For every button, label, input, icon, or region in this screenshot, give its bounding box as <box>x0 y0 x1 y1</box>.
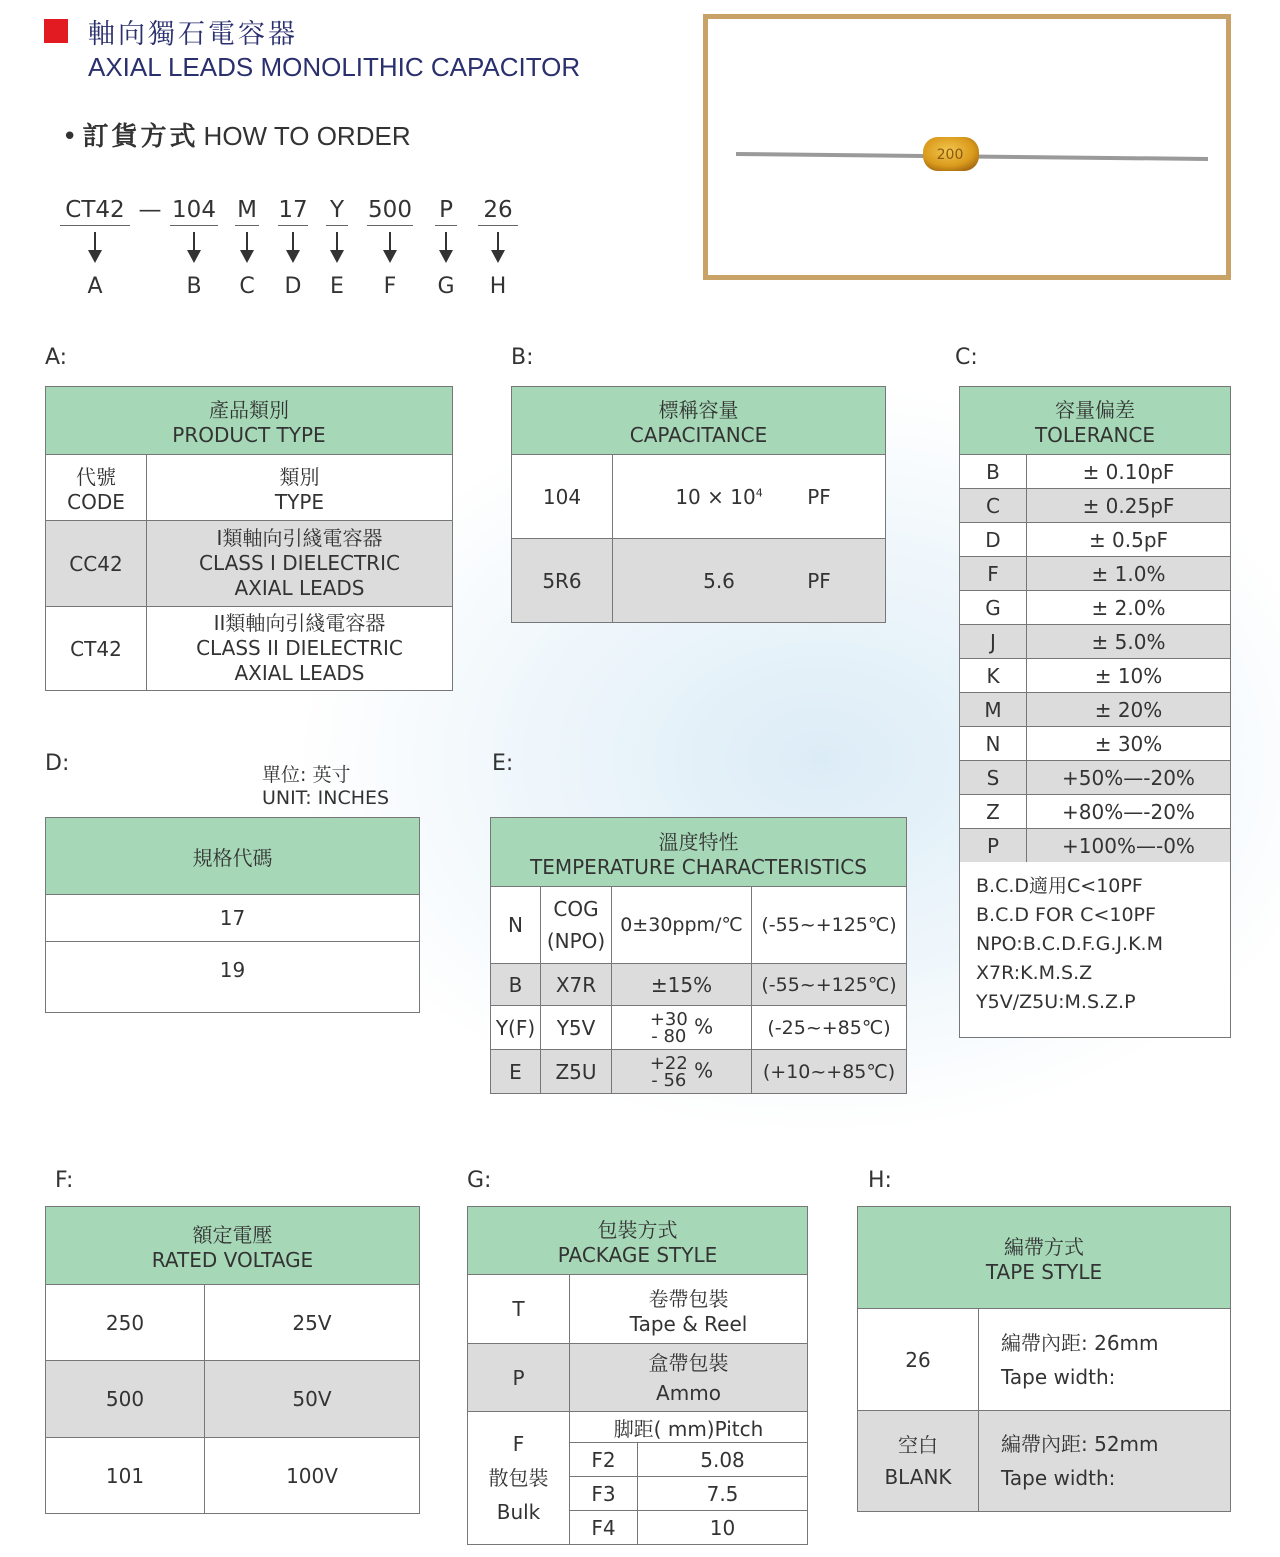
table-row: B X7R ±15% (-55~+125℃) <box>491 964 907 1006</box>
section-label-d: D: <box>45 751 70 776</box>
table-row: Z +80%—-20% <box>960 795 1231 829</box>
rated-voltage-table <box>45 1206 420 1514</box>
section-label-h: H: <box>868 1168 892 1193</box>
order-code-part: 104 <box>170 197 218 226</box>
section-label-f: F: <box>55 1168 74 1193</box>
table-row: 空白 BLANK 編帶內距: 52mm Tape width: <box>858 1411 1231 1512</box>
dimension-code-table <box>45 817 420 1013</box>
how-to-order-heading: • 訂貨方式 HOW TO ORDER <box>62 121 411 152</box>
tolerance-note: B.C.D FOR C<10PF <box>976 904 1156 926</box>
table-row: D ± 0.5pF <box>960 523 1231 557</box>
product-type-table <box>45 386 453 691</box>
down-arrow-icon <box>336 232 338 252</box>
package-style-header: 包裝方式 PACKAGE STYLE <box>468 1207 808 1275</box>
page-title-en: AXIAL LEADS MONOLITHIC CAPACITOR <box>88 52 581 82</box>
arrowhead-icon <box>88 250 102 263</box>
arrowhead-icon <box>491 250 505 263</box>
down-arrow-icon <box>94 232 96 252</box>
unit-note: 單位: 英寸 UNIT: INCHES <box>262 764 390 809</box>
tolerance-note: X7R:K.M.S.Z <box>976 962 1093 984</box>
table-row: P 盒帶包裝 Ammo <box>468 1344 808 1412</box>
table-row: E Z5U +22 - 56 % (+10~+85℃) <box>491 1050 907 1094</box>
order-code-part: P <box>435 197 457 226</box>
order-code-letter: G <box>437 274 455 299</box>
down-arrow-icon <box>292 232 294 252</box>
order-code-letter: A <box>87 274 103 299</box>
package-style-table <box>467 1206 808 1545</box>
title-marker <box>44 19 68 43</box>
down-arrow-icon <box>193 232 195 252</box>
order-code-part: 500 <box>367 197 413 226</box>
product-photo <box>703 14 1231 280</box>
tolerance-note: B.C.D適用C<10PF <box>976 875 1143 897</box>
table-row: J ± 5.0% <box>960 625 1231 659</box>
order-code-dash: — <box>138 197 162 223</box>
table-row: G ± 2.0% <box>960 591 1231 625</box>
capacitor-marking: 200 <box>936 147 964 163</box>
table-row: F3 7.5 <box>468 1477 808 1511</box>
table-row: 26 編帶內距: 26mm Tape width: <box>858 1309 1231 1411</box>
code-column-header: 代號 CODE <box>46 455 147 521</box>
order-code-letter: F <box>383 274 397 299</box>
table-row: M ± 20% <box>960 693 1231 727</box>
table-row: Y(F) Y5V +30 - 80 % (-25~+85℃) <box>491 1006 907 1050</box>
table-row: S +50%—-20% <box>960 761 1231 795</box>
table-row: 500 50V <box>46 1361 420 1438</box>
type-column-header: 類別 TYPE <box>147 455 453 521</box>
down-arrow-icon <box>389 232 391 252</box>
tolerance-note: Y5V/Z5U:M.S.Z.P <box>976 991 1136 1013</box>
table-row: 101 100V <box>46 1438 420 1514</box>
order-code-part: 26 <box>478 197 518 226</box>
down-arrow-icon <box>246 232 248 252</box>
arrowhead-icon <box>286 250 300 263</box>
how-to-order-en: HOW TO ORDER <box>203 121 411 151</box>
how-to-order-cn: 訂貨方式 <box>82 121 199 151</box>
table-row: N COG (NPO) 0±30ppm/℃ (-55~+125℃) <box>491 887 907 964</box>
table-row: CT42 II類軸向引綫電容器 CLASS II DIELECTRIC AXIAL LEADS <box>46 607 453 691</box>
temperature-characteristics-table <box>490 817 907 1094</box>
down-arrow-icon <box>497 232 499 252</box>
order-code-part: CT42 <box>60 197 130 226</box>
table-row: 104 $10 \times 10^4$ PF <box>512 455 886 539</box>
tolerance-note: NPO:B.C.D.F.G.J.K.M <box>976 933 1163 955</box>
arrowhead-icon <box>439 250 453 263</box>
tolerance-header: 容量偏差 TOLERANCE <box>960 387 1231 455</box>
section-label-b: B: <box>511 345 534 370</box>
order-code-letter: D <box>284 274 302 299</box>
section-label-g: G: <box>467 1168 492 1193</box>
order-code-letter: E <box>330 274 344 299</box>
section-label-c: C: <box>955 345 978 370</box>
product-type-header: 產品類別 PRODUCT TYPE <box>46 387 453 455</box>
order-code-letter: H <box>489 274 507 299</box>
table-row: B ± 0.10pF <box>960 455 1231 489</box>
table-row: CC42 I類軸向引綫電容器 CLASS I DIELECTRIC AXIAL LEADS <box>46 521 453 607</box>
table-row: F2 5.08 <box>468 1443 808 1477</box>
table-row: N ± 30% <box>960 727 1231 761</box>
section-label-e: E: <box>492 751 514 776</box>
table-row: C ± 0.25pF <box>960 489 1231 523</box>
arrowhead-icon <box>240 250 254 263</box>
tape-style-header: 編帶方式 TAPE STYLE <box>858 1207 1231 1309</box>
arrowhead-icon <box>383 250 397 263</box>
section-label-a: A: <box>45 345 68 370</box>
table-row: P +100%—-0% <box>960 829 1231 863</box>
table-row: 17 <box>46 895 420 942</box>
order-code-letter: C <box>239 274 255 299</box>
capacitance-table <box>511 386 886 623</box>
order-code-letter: B <box>186 274 202 299</box>
capacitor-image <box>708 19 1226 275</box>
arrowhead-icon <box>330 250 344 263</box>
order-code-part: Y <box>326 197 348 226</box>
tolerance-notes <box>959 862 1231 1038</box>
table-row: T 卷帶包裝 Tape & Reel <box>468 1275 808 1344</box>
table-row: F 散包裝 Bulk 脚距( mm)Pitch <box>468 1412 808 1443</box>
table-row: F ± 1.0% <box>960 557 1231 591</box>
rated-voltage-header: 額定電壓 RATED VOLTAGE <box>46 1207 420 1285</box>
table-row: 19 <box>46 942 420 1013</box>
tolerance-table <box>959 386 1231 863</box>
tape-style-table <box>857 1206 1231 1512</box>
down-arrow-icon <box>445 232 447 252</box>
temperature-header: 溫度特性 TEMPERATURE CHARACTERISTICS <box>491 818 907 887</box>
arrowhead-icon <box>187 250 201 263</box>
table-row: 250 25V <box>46 1285 420 1361</box>
order-code-part: 17 <box>278 197 308 226</box>
order-code-part: M <box>235 197 259 226</box>
table-row: F4 10 <box>468 1511 808 1545</box>
capacitance-header: 標稱容量 CAPACITANCE <box>512 387 886 455</box>
table-row: 5R6 5.6 PF <box>512 539 886 623</box>
dimension-code-header: 規格代碼 <box>46 818 420 895</box>
page-title-cn: 軸向獨石電容器 <box>88 19 298 50</box>
table-row: K ± 10% <box>960 659 1231 693</box>
